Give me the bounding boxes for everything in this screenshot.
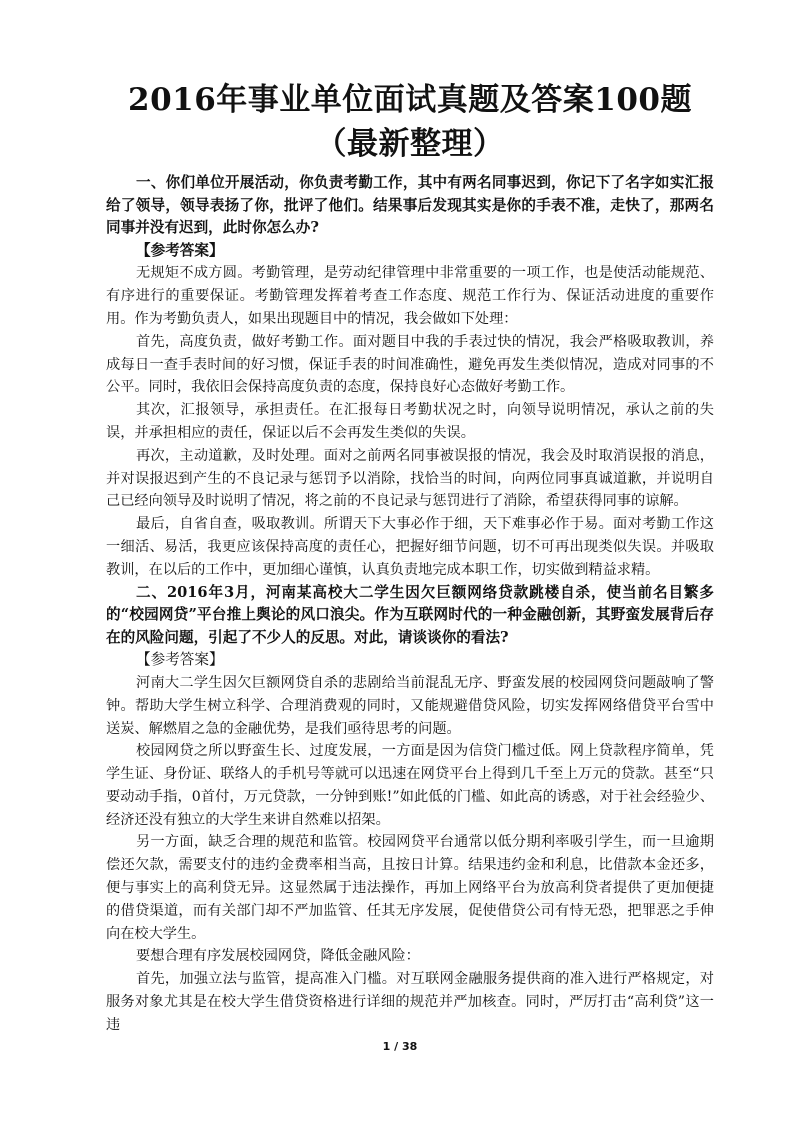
question-1: 一、你们单位开展活动，你负责考勤工作，其中有两名同事迟到，你记下了名字如实汇报给了领导，领导表扬了你，批评了他们。结果事后发现其实是你的手表不准，走快了，那两名同事并没有迟到，此时你怎么办? — [106, 174, 714, 237]
paragraph: 再次，主动道歉，及时处理。面对之前两名同事被误报的情况，我会及时取消误报的消息，并对误报迟到产生的不良记录与惩罚予以消除，找恰当的时间，向两位同事真诚道歉，并说明自己已经向领导及时说明了情况，将之前的不良记录与惩罚进行了消除，希望获得同事的谅解。 — [106, 447, 714, 510]
answer-label-2: 【参考答案】 — [136, 651, 224, 669]
paragraph: 最后，自省自查，吸取教训。所谓天下大事必作于细，天下难事必作于易。面对考勤工作这一细活、易活，我更应该保持高度的责任心，把握好细节问题，切不可再出现类似失误。并吸取教训，在以后的工作中，更加细心谨慎，认真负责地完成本职工作，切实做到精益求精。 — [106, 516, 714, 578]
paragraph: 其次，汇报领导，承担责任。在汇报每日考勤状况之时，向领导说明情况，承认之前的失误，并承担相应的责任，保证以后不会再发生类似的失误。 — [106, 402, 714, 441]
paragraph: 要想合理有序发展校园网贷，降低金融风险： — [136, 948, 420, 965]
question-2: 二、2016年3月，河南某高校大二学生因欠巨额网络贷款跳楼自杀，使当前名目繁多的“校园网贷”平台推上舆论的风口浪尖。作为互联网时代的一种金融创新，其野蛮发展背后存在的风险问题，引起了不少人的反思。对此，请谈谈你的看法? — [106, 583, 714, 646]
paragraph: 首先，加强立法与监管，提高准入门槛。对互联网金融服务提供商的准入进行严格规定，对服务对象尤其是在校大学生借贷资格进行详细的规范并严加核查。同时，严厉打击“高利贷”这一违 — [106, 971, 714, 1033]
answer-label-1: 【参考答案】 — [136, 241, 224, 259]
page-number: 1 / 38 — [382, 1040, 418, 1053]
paragraph: 河南大二学生因欠巨额网贷自杀的悲剧给当前混乱无序、野蛮发展的校园网贷问题敲响了警钟。帮助大学生树立科学、合理消费观的同时，又能规避借贷风险，切实发挥网络借贷平台雪中送炭、解燃眉之急的金融优势，是我们亟待思考的问题。 — [106, 674, 714, 737]
paragraph: 校园网贷之所以野蛮生长、过度发展，一方面是因为信贷门槛过低。网上贷款程序简单，凭学生证、身份证、联络人的手机号等就可以迅速在网贷平台上得到几千至上万元的贷款。甚至“只要动动手指，0首付，万元贷款，一分钟到账!”如此低的门槛、如此高的诱惑，对于社会经验少、经济还没有独立的大学生来讲自然难以招架。 — [106, 743, 714, 828]
document-title: 2016年事业单位面试真题及答案100题（最新整理） — [128, 82, 692, 162]
paragraph: 首先，高度负责，做好考勤工作。面对题目中我的手表过快的情况，我会严格吸取教训，养成每日一查手表时间的好习惯，保证手表的时间准确性，避免再发生类似情况，造成对同事的不公平。同时，我依旧会保持高度负责的态度，保持良好心态做好考勤工作。 — [106, 333, 714, 396]
paragraph: 另一方面，缺乏合理的规范和监管。校园网贷平台通常以低分期利率吸引学生，而一旦逾期偿还欠款，需要支付的违约金费率相当高，且按日计算。结果违约金和利息，比借款本金还多，便与事实上的高利贷无异。这显然属于违法操作，再加上网络平台为放高利贷者提供了更加便捷的借贷渠道，而有关部门却不严加监管、任其无序发展，促使借贷公司有恃无恐，把罪恶之手伸向在校大学生。 — [106, 834, 714, 942]
section-1 — [106, 172, 714, 582]
paragraph: 无规矩不成方圆。考勤管理，是劳动纪律管理中非常重要的一项工作，也是使活动能规范、有序进行的重要保证。考勤管理发挥着考查工作态度、规范工作行为、保证活动进度的重要作用。作为考勤负责人，如果出现题目中的情况，我会做如下处理： — [106, 265, 714, 327]
section-2 — [106, 582, 714, 1037]
